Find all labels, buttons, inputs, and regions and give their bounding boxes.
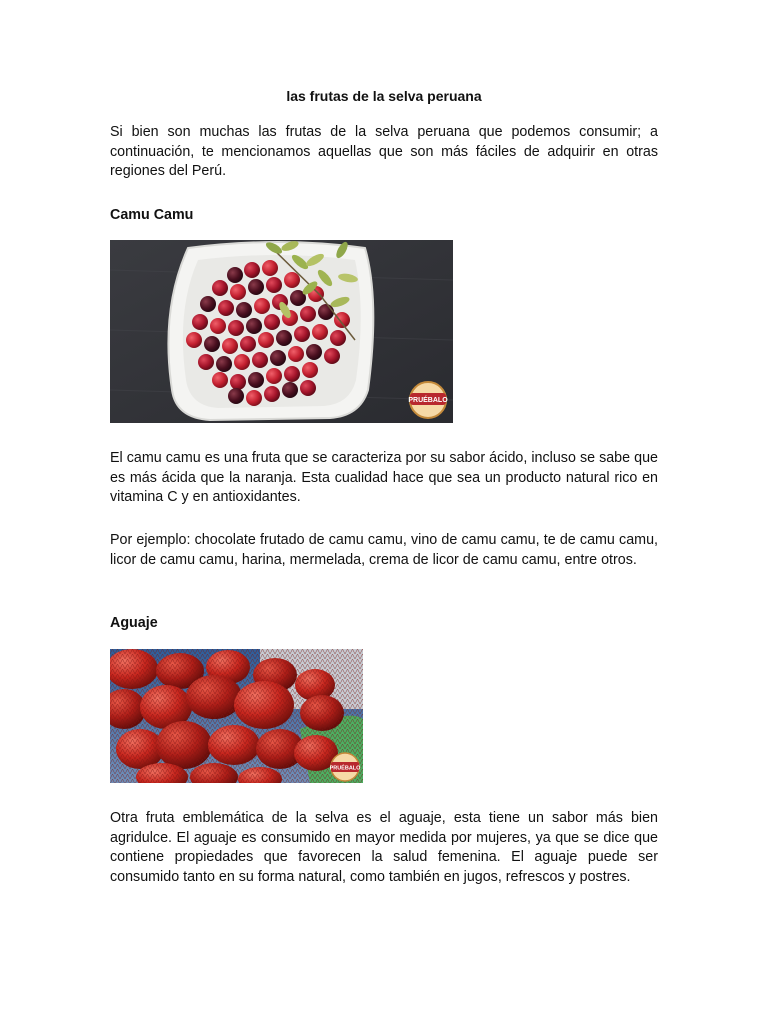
camu-camu-description: El camu camu es una fruta que se caracteriza por su sabor ácido, incluso se sabe que es más ácida que la naranja. Esta cualidad hace que sea un producto natural rico en vitamina C y en antioxidantes. — [110, 450, 658, 505]
aguaje-image — [110, 649, 363, 783]
section-heading-aguaje: Aguaje — [110, 615, 158, 631]
aguaje-description: Otra fruta emblemática de la selva es el aguaje, esta tiene un sabor más bien agridulce. El aguaje es consumido en mayor medida por mujeres, ya que se dice que contiene propiedades que favorecen la salud femenina. El aguaje puede ser consumido tanto en su forma natural, como también en jugos, refrescos y postres. — [110, 810, 658, 885]
document-title: las frutas de la selva peruana — [286, 88, 482, 104]
pruebalo-logo — [408, 382, 448, 418]
svg-text:PRUÉBALO: PRUÉBALO — [408, 397, 448, 404]
camu-camu-photo — [110, 240, 453, 423]
svg-text:PRUÉBALO: PRUÉBALO — [329, 765, 361, 772]
aguaje-photo — [110, 649, 363, 783]
section-heading-camu-camu: Camu Camu — [110, 207, 194, 223]
intro-paragraph: Si bien son muchas las frutas de la selva peruana que podemos consumir; a continuación, te mencionamos aquellas que son más fáciles de adquirir en otras regiones del Perú. — [110, 124, 658, 179]
camu-camu-image — [110, 240, 453, 423]
camu-camu-examples: Por ejemplo: chocolate frutado de camu camu, vino de camu camu, te de camu camu, licor de camu camu, harina, mermelada, crema de licor de camu camu, entre otros. — [110, 532, 658, 568]
